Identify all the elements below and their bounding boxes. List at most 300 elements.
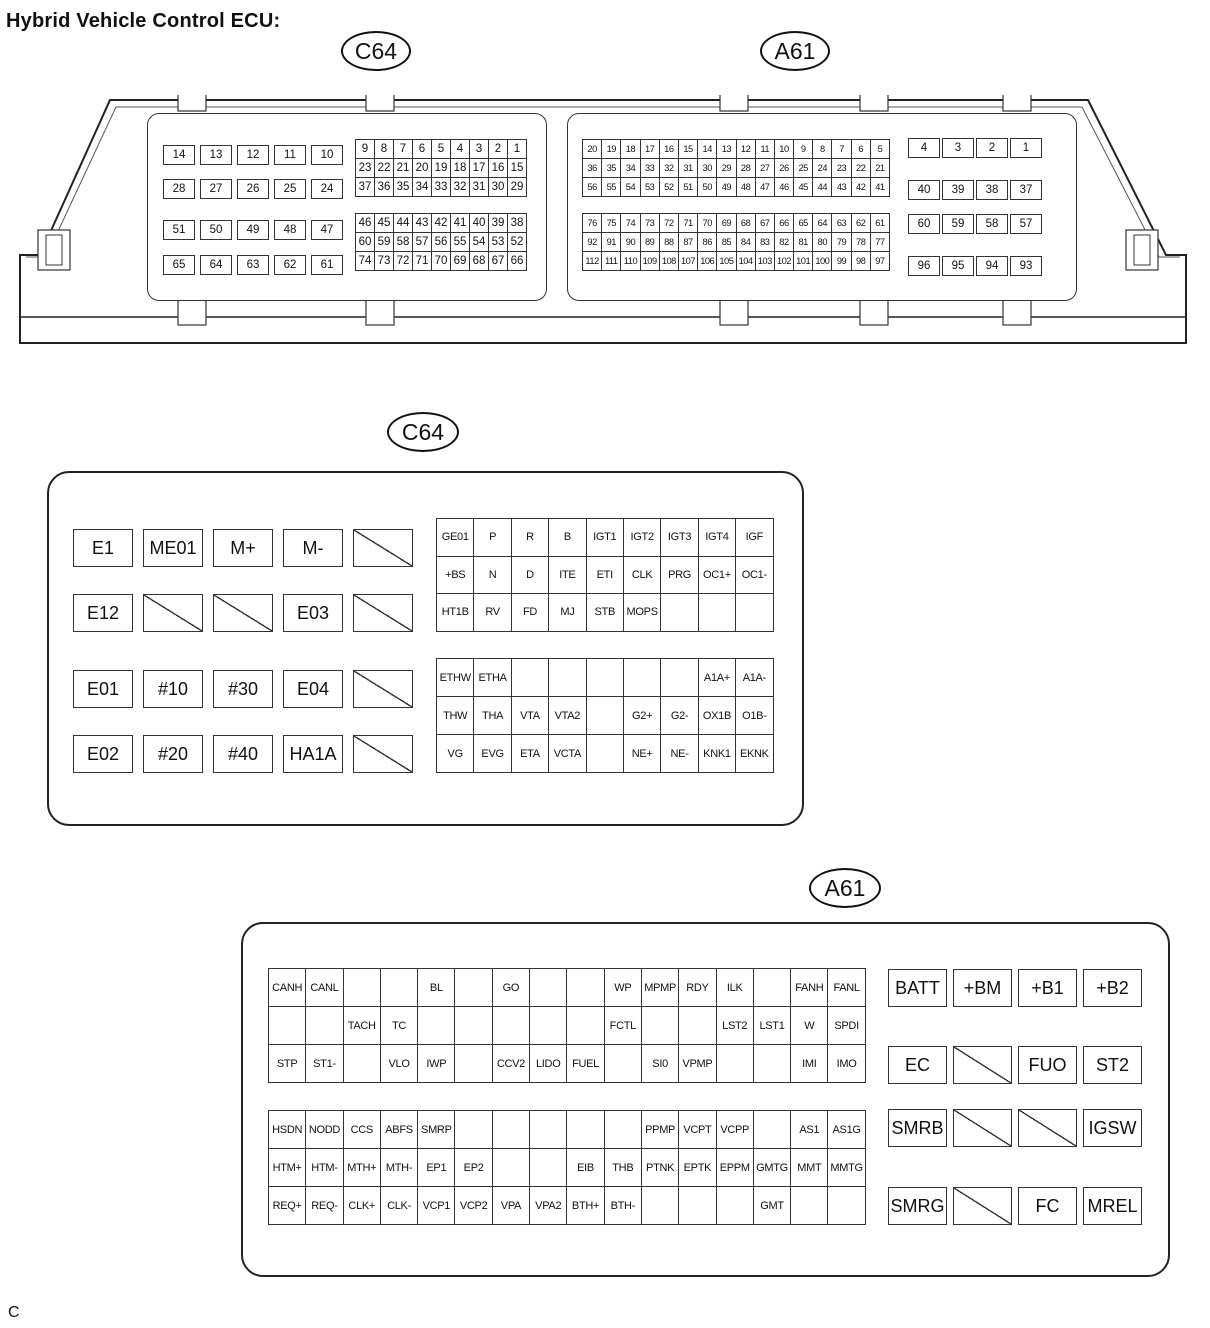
a61-pin-86: 86 bbox=[698, 233, 717, 252]
a61-terminal-htm-: HTM+ bbox=[269, 1149, 306, 1187]
c64-terminal-mops: MOPS bbox=[624, 594, 661, 632]
c64-terminal-igt3: IGT3 bbox=[661, 519, 698, 557]
c64-terminal-ethw: ETHW bbox=[437, 659, 474, 697]
a61-pin-91: 91 bbox=[602, 233, 621, 252]
c64-pin-3: 3 bbox=[470, 140, 489, 159]
pin-1: 1 bbox=[1010, 138, 1042, 158]
c64-terminal-p: P bbox=[474, 519, 511, 557]
c64-terminal-b: B bbox=[549, 519, 586, 557]
c64-terminal--10: #10 bbox=[143, 670, 203, 708]
c64-terminal-tha: THA bbox=[474, 697, 511, 735]
a61-pin-22: 22 bbox=[852, 159, 871, 178]
a61-pin-79: 79 bbox=[832, 233, 851, 252]
a61-terminal-empty-cell bbox=[493, 1007, 530, 1045]
a61-pin-56: 56 bbox=[583, 178, 602, 197]
a61-terminal-vpa: VPA bbox=[493, 1187, 530, 1225]
a61-pin-17: 17 bbox=[641, 140, 660, 159]
c64-terminal-empty-cell bbox=[587, 735, 624, 773]
c64-pin-66: 66 bbox=[508, 252, 527, 271]
c64-pin-30: 30 bbox=[489, 178, 508, 197]
a61-terminal-tach: TACH bbox=[344, 1007, 381, 1045]
pin-40: 40 bbox=[908, 180, 940, 200]
a61-terminal-canh: CANH bbox=[269, 969, 306, 1007]
a61-pin-112: 112 bbox=[583, 252, 602, 271]
a61-terminal-batt: BATT bbox=[888, 969, 947, 1007]
a61-pin-62: 62 bbox=[852, 214, 871, 233]
a61-top-pin-grid bbox=[582, 139, 890, 197]
c64-terminal-empty-cell bbox=[587, 659, 624, 697]
a61-pin-89: 89 bbox=[641, 233, 660, 252]
c64-pin-44: 44 bbox=[394, 214, 413, 233]
c64-terminal-eta: ETA bbox=[512, 735, 549, 773]
c64-pin-54: 54 bbox=[470, 233, 489, 252]
a61-terminal-mth-: MTH- bbox=[381, 1149, 418, 1187]
pin-58: 58 bbox=[976, 214, 1008, 234]
a61-terminal-smrp: SMRP bbox=[418, 1111, 455, 1149]
c64-terminal-vcta: VCTA bbox=[549, 735, 586, 773]
a61-terminal-ccs: CCS bbox=[344, 1111, 381, 1149]
c64-pin-32: 32 bbox=[451, 178, 470, 197]
a61-pin-34: 34 bbox=[621, 159, 640, 178]
pin-96: 96 bbox=[908, 256, 940, 276]
pin-25: 25 bbox=[274, 179, 306, 199]
a61-pin-30: 30 bbox=[698, 159, 717, 178]
a61-bottom-pin-grid bbox=[582, 213, 890, 271]
c64-pin-43: 43 bbox=[413, 214, 432, 233]
a61-panel-label: A61 bbox=[809, 868, 881, 908]
c64-pin-29: 29 bbox=[508, 178, 527, 197]
c64-terminal-ite: ITE bbox=[549, 557, 586, 595]
a61-pin-29: 29 bbox=[717, 159, 736, 178]
a61-terminal-empty-cell bbox=[381, 969, 418, 1007]
c64-pin-52: 52 bbox=[508, 233, 527, 252]
c64-terminal-empty-terminal bbox=[353, 594, 413, 632]
c64-terminal-oc1-: OC1- bbox=[736, 557, 773, 595]
c64-pin-31: 31 bbox=[470, 178, 489, 197]
a61-terminal-as1: AS1 bbox=[791, 1111, 828, 1149]
a61-terminal-bottom-grid bbox=[268, 1110, 866, 1225]
c64-pin-35: 35 bbox=[394, 178, 413, 197]
c64-pin-39: 39 bbox=[489, 214, 508, 233]
c64-pin-15: 15 bbox=[508, 159, 527, 178]
a61-pin-103: 103 bbox=[756, 252, 775, 271]
a61-pin-11: 11 bbox=[756, 140, 775, 159]
a61-terminal-empty-cell bbox=[567, 969, 604, 1007]
c64-terminal-empty-cell bbox=[661, 594, 698, 632]
c64-terminal-ge01: GE01 bbox=[437, 519, 474, 557]
a61-pin-111: 111 bbox=[602, 252, 621, 271]
a61-terminal-lst2: LST2 bbox=[717, 1007, 754, 1045]
a61-pin-101: 101 bbox=[794, 252, 813, 271]
c64-terminal-e04: E04 bbox=[283, 670, 343, 708]
c64-terminal-vta: VTA bbox=[512, 697, 549, 735]
c64-terminal-e12: E12 bbox=[73, 594, 133, 632]
c64-pin-42: 42 bbox=[432, 214, 451, 233]
a61-terminal-empty-terminal bbox=[953, 1109, 1012, 1147]
a61-pin-84: 84 bbox=[737, 233, 756, 252]
a61-terminal-empty-cell bbox=[605, 1111, 642, 1149]
a61-terminal-eib: EIB bbox=[567, 1149, 604, 1187]
a61-pin-71: 71 bbox=[679, 214, 698, 233]
c64-pin-45: 45 bbox=[375, 214, 394, 233]
a61-pin-42: 42 bbox=[852, 178, 871, 197]
c64-terminal-empty-cell bbox=[549, 659, 586, 697]
pin-12: 12 bbox=[237, 145, 269, 165]
a61-pin-83: 83 bbox=[756, 233, 775, 252]
a61-pin-47: 47 bbox=[756, 178, 775, 197]
a61-terminal-clk-: CLK- bbox=[381, 1187, 418, 1225]
c64-pin-46: 46 bbox=[356, 214, 375, 233]
a61-terminal-vcp1: VCP1 bbox=[418, 1187, 455, 1225]
c64-pin-71: 71 bbox=[413, 252, 432, 271]
a61-pin-35: 35 bbox=[602, 159, 621, 178]
a61-terminal-ccv2: CCV2 bbox=[493, 1045, 530, 1083]
a61-terminal-st1-: ST1- bbox=[306, 1045, 343, 1083]
a61-pin-43: 43 bbox=[832, 178, 851, 197]
a61-pin-26: 26 bbox=[775, 159, 794, 178]
a61-pin-73: 73 bbox=[641, 214, 660, 233]
c64-pin-73: 73 bbox=[375, 252, 394, 271]
c64-pin-53: 53 bbox=[489, 233, 508, 252]
a61-pin-75: 75 bbox=[602, 214, 621, 233]
a61-terminal-mrel: MREL bbox=[1083, 1187, 1142, 1225]
pin-37: 37 bbox=[1010, 180, 1042, 200]
c64-terminal-e03: E03 bbox=[283, 594, 343, 632]
pin-64: 64 bbox=[200, 255, 232, 275]
a61-terminal-empty-terminal bbox=[953, 1187, 1012, 1225]
a61-pin-76: 76 bbox=[583, 214, 602, 233]
a61-pin-24: 24 bbox=[813, 159, 832, 178]
a61-terminal-bth-: BTH+ bbox=[567, 1187, 604, 1225]
a61-terminal-empty-cell bbox=[642, 1007, 679, 1045]
a61-pin-99: 99 bbox=[832, 252, 851, 271]
c64-terminal-igf: IGF bbox=[736, 519, 773, 557]
a61-pin-28: 28 bbox=[737, 159, 756, 178]
a61-terminal-empty-cell bbox=[567, 1007, 604, 1045]
c64-terminal-n: N bbox=[474, 557, 511, 595]
a61-pin-69: 69 bbox=[717, 214, 736, 233]
c64-pin-57: 57 bbox=[413, 233, 432, 252]
a61-terminal-vcpp: VCPP bbox=[717, 1111, 754, 1149]
a61-terminal-smrb: SMRB bbox=[888, 1109, 947, 1147]
a61-terminal-nodd: NODD bbox=[306, 1111, 343, 1149]
a61-terminal-vpmp: VPMP bbox=[679, 1045, 716, 1083]
c64-pin-69: 69 bbox=[451, 252, 470, 271]
c64-pin-41: 41 bbox=[451, 214, 470, 233]
c64-terminal-r: R bbox=[512, 519, 549, 557]
a61-top-label: A61 bbox=[760, 31, 830, 71]
c64-terminal-empty-cell bbox=[624, 659, 661, 697]
a61-pin-67: 67 bbox=[756, 214, 775, 233]
a61-terminal-stp: STP bbox=[269, 1045, 306, 1083]
a61-pin-104: 104 bbox=[737, 252, 756, 271]
c64-pin-60: 60 bbox=[356, 233, 375, 252]
c64-pin-6: 6 bbox=[413, 140, 432, 159]
c64-pin-36: 36 bbox=[375, 178, 394, 197]
a61-pin-9: 9 bbox=[794, 140, 813, 159]
a61-terminal-empty-cell bbox=[344, 1045, 381, 1083]
a61-terminal-empty-cell bbox=[754, 969, 791, 1007]
a61-terminal-req-: REQ- bbox=[306, 1187, 343, 1225]
c64-pin-58: 58 bbox=[394, 233, 413, 252]
pin-27: 27 bbox=[200, 179, 232, 199]
a61-pin-77: 77 bbox=[871, 233, 890, 252]
c64-pin-4: 4 bbox=[451, 140, 470, 159]
a61-pin-66: 66 bbox=[775, 214, 794, 233]
a61-terminal-iwp: IWP bbox=[418, 1045, 455, 1083]
pin-63: 63 bbox=[237, 255, 269, 275]
a61-pin-108: 108 bbox=[660, 252, 679, 271]
c64-terminal-e01: E01 bbox=[73, 670, 133, 708]
pin-14: 14 bbox=[163, 145, 195, 165]
a61-terminal-empty-cell bbox=[418, 1007, 455, 1045]
a61-terminal-empty-cell bbox=[605, 1045, 642, 1083]
a61-pin-105: 105 bbox=[717, 252, 736, 271]
a61-pin-36: 36 bbox=[583, 159, 602, 178]
a61-terminal-eppm: EPPM bbox=[717, 1149, 754, 1187]
c64-terminal-ne-: NE+ bbox=[624, 735, 661, 773]
a61-terminal-empty-cell bbox=[828, 1187, 865, 1225]
c64-terminal-eknk: EKNK bbox=[736, 735, 773, 773]
a61-pin-53: 53 bbox=[641, 178, 660, 197]
a61-pin-20: 20 bbox=[583, 140, 602, 159]
a61-terminal-spdi: SPDI bbox=[828, 1007, 865, 1045]
a61-terminal-imo: IMO bbox=[828, 1045, 865, 1083]
a61-terminal-bl: BL bbox=[418, 969, 455, 1007]
c64-terminal-g2-: G2+ bbox=[624, 697, 661, 735]
a61-pin-88: 88 bbox=[660, 233, 679, 252]
a61-terminal-thb: THB bbox=[605, 1149, 642, 1187]
a61-pin-106: 106 bbox=[698, 252, 717, 271]
c64-terminal-ne-: NE- bbox=[661, 735, 698, 773]
c64-terminal-clk: CLK bbox=[624, 557, 661, 595]
c64-terminal-ox1b: OX1B bbox=[699, 697, 736, 735]
a61-terminal-empty-cell bbox=[530, 1149, 567, 1187]
a61-terminal-empty-cell bbox=[567, 1111, 604, 1149]
c64-terminal-g2-: G2- bbox=[661, 697, 698, 735]
a61-pin-49: 49 bbox=[717, 178, 736, 197]
a61-pin-64: 64 bbox=[813, 214, 832, 233]
a61-terminal-smrg: SMRG bbox=[888, 1187, 947, 1225]
c64-terminal-mj: MJ bbox=[549, 594, 586, 632]
a61-pin-85: 85 bbox=[717, 233, 736, 252]
c64-terminal-etha: ETHA bbox=[474, 659, 511, 697]
a61-terminal-empty-cell bbox=[306, 1007, 343, 1045]
pin-50: 50 bbox=[200, 220, 232, 240]
c64-terminal-empty-cell bbox=[661, 659, 698, 697]
a61-terminal-st2: ST2 bbox=[1083, 1046, 1142, 1084]
c64-pin-37: 37 bbox=[356, 178, 375, 197]
a61-pin-70: 70 bbox=[698, 214, 717, 233]
a61-terminal-req-: REQ+ bbox=[269, 1187, 306, 1225]
c64-bottom-pin-grid bbox=[355, 213, 527, 271]
c64-pin-1: 1 bbox=[508, 140, 527, 159]
c64-terminal--20: #20 bbox=[143, 735, 203, 773]
c64-pin-20: 20 bbox=[413, 159, 432, 178]
a61-pin-72: 72 bbox=[660, 214, 679, 233]
c64-pin-8: 8 bbox=[375, 140, 394, 159]
a61-terminal-empty-cell bbox=[530, 1007, 567, 1045]
a61-terminal--b2: +B2 bbox=[1083, 969, 1142, 1007]
a61-terminal-empty-cell bbox=[754, 1111, 791, 1149]
a61-terminal-rdy: RDY bbox=[679, 969, 716, 1007]
a61-pin-23: 23 bbox=[832, 159, 851, 178]
c64-pin-5: 5 bbox=[432, 140, 451, 159]
a61-terminal-empty-cell bbox=[455, 1111, 492, 1149]
a61-terminal-canl: CANL bbox=[306, 969, 343, 1007]
a61-pin-107: 107 bbox=[679, 252, 698, 271]
c64-pin-56: 56 bbox=[432, 233, 451, 252]
c64-terminal-empty-terminal bbox=[213, 594, 273, 632]
c64-pin-72: 72 bbox=[394, 252, 413, 271]
c64-terminal-m-: M- bbox=[283, 529, 343, 567]
a61-terminal-ec: EC bbox=[888, 1046, 947, 1084]
pin-26: 26 bbox=[237, 179, 269, 199]
c64-pin-22: 22 bbox=[375, 159, 394, 178]
pin-3: 3 bbox=[942, 138, 974, 158]
a61-terminal-empty-cell bbox=[642, 1187, 679, 1225]
a61-pin-32: 32 bbox=[660, 159, 679, 178]
c64-terminal--40: #40 bbox=[213, 735, 273, 773]
pin-28: 28 bbox=[163, 179, 195, 199]
a61-terminal-tc: TC bbox=[381, 1007, 418, 1045]
pin-51: 51 bbox=[163, 220, 195, 240]
a61-terminal-mmtg: MMTG bbox=[828, 1149, 865, 1187]
a61-pin-50: 50 bbox=[698, 178, 717, 197]
pin-57: 57 bbox=[1010, 214, 1042, 234]
c64-pin-67: 67 bbox=[489, 252, 508, 271]
a61-pin-5: 5 bbox=[871, 140, 890, 159]
a61-pin-21: 21 bbox=[871, 159, 890, 178]
a61-terminal--b1: +B1 bbox=[1018, 969, 1077, 1007]
a61-terminal-empty-cell bbox=[530, 1111, 567, 1149]
a61-terminal-gmt: GMT bbox=[754, 1187, 791, 1225]
c64-terminal-a1a-: A1A+ bbox=[699, 659, 736, 697]
c64-terminal-empty-terminal bbox=[143, 594, 203, 632]
a61-pin-109: 109 bbox=[641, 252, 660, 271]
a61-terminal--bm: +BM bbox=[953, 969, 1012, 1007]
c64-terminal-thw: THW bbox=[437, 697, 474, 735]
a61-terminal-mpmp: MPMP bbox=[642, 969, 679, 1007]
c64-pin-40: 40 bbox=[470, 214, 489, 233]
a61-terminal-empty-cell bbox=[455, 1007, 492, 1045]
a61-pin-80: 80 bbox=[813, 233, 832, 252]
pin-59: 59 bbox=[942, 214, 974, 234]
a61-terminal-imi: IMI bbox=[791, 1045, 828, 1083]
c64-terminal-vg: VG bbox=[437, 735, 474, 773]
a61-terminal-mth-: MTH+ bbox=[344, 1149, 381, 1187]
a61-pin-87: 87 bbox=[679, 233, 698, 252]
a61-pin-8: 8 bbox=[813, 140, 832, 159]
a61-pin-25: 25 bbox=[794, 159, 813, 178]
a61-terminal-vpa2: VPA2 bbox=[530, 1187, 567, 1225]
a61-pin-78: 78 bbox=[852, 233, 871, 252]
pin-65: 65 bbox=[163, 255, 195, 275]
c64-pin-19: 19 bbox=[432, 159, 451, 178]
a61-terminal-empty-cell bbox=[344, 969, 381, 1007]
a61-pin-81: 81 bbox=[794, 233, 813, 252]
a61-terminal-wp: WP bbox=[605, 969, 642, 1007]
a61-pin-110: 110 bbox=[621, 252, 640, 271]
c64-pin-34: 34 bbox=[413, 178, 432, 197]
a61-pin-65: 65 bbox=[794, 214, 813, 233]
a61-terminal-empty-cell bbox=[455, 1045, 492, 1083]
c64-terminal-igt2: IGT2 bbox=[624, 519, 661, 557]
a61-terminal-mmt: MMT bbox=[791, 1149, 828, 1187]
c64-pin-38: 38 bbox=[508, 214, 527, 233]
a61-pin-45: 45 bbox=[794, 178, 813, 197]
a61-terminal-empty-terminal bbox=[1018, 1109, 1077, 1147]
c64-terminal-empty-cell bbox=[699, 594, 736, 632]
pin-2: 2 bbox=[976, 138, 1008, 158]
a61-terminal-empty-cell bbox=[493, 1111, 530, 1149]
a61-terminal-fctl: FCTL bbox=[605, 1007, 642, 1045]
c64-top-pin-grid bbox=[355, 139, 527, 197]
c64-pin-16: 16 bbox=[489, 159, 508, 178]
c64-terminal-igt4: IGT4 bbox=[699, 519, 736, 557]
a61-terminal-empty-cell bbox=[530, 969, 567, 1007]
c64-top-label: C64 bbox=[341, 31, 411, 71]
a61-pin-16: 16 bbox=[660, 140, 679, 159]
c64-terminal-e02: E02 bbox=[73, 735, 133, 773]
pin-61: 61 bbox=[311, 255, 343, 275]
a61-pin-98: 98 bbox=[852, 252, 871, 271]
c64-terminal-vta2: VTA2 bbox=[549, 697, 586, 735]
a61-terminal-clk-: CLK+ bbox=[344, 1187, 381, 1225]
a61-terminal-fc: FC bbox=[1018, 1187, 1077, 1225]
c64-pin-74: 74 bbox=[356, 252, 375, 271]
c64-terminal-empty-cell bbox=[587, 697, 624, 735]
c64-terminal-e1: E1 bbox=[73, 529, 133, 567]
c64-panel-label: C64 bbox=[387, 412, 459, 452]
c64-terminal-empty-terminal bbox=[353, 529, 413, 567]
a61-pin-90: 90 bbox=[621, 233, 640, 252]
pin-24: 24 bbox=[311, 179, 343, 199]
a61-terminal-lst1: LST1 bbox=[754, 1007, 791, 1045]
pin-60: 60 bbox=[908, 214, 940, 234]
a61-pin-13: 13 bbox=[717, 140, 736, 159]
a61-terminal-ep2: EP2 bbox=[455, 1149, 492, 1187]
c64-pin-33: 33 bbox=[432, 178, 451, 197]
a61-pin-18: 18 bbox=[621, 140, 640, 159]
pin-13: 13 bbox=[200, 145, 232, 165]
a61-pin-33: 33 bbox=[641, 159, 660, 178]
a61-terminal-si0: SI0 bbox=[642, 1045, 679, 1083]
c64-pin-2: 2 bbox=[489, 140, 508, 159]
c64-terminal-eti: ETI bbox=[587, 557, 624, 595]
figure-code: C bbox=[8, 1304, 20, 1321]
a61-terminal-fuo: FUO bbox=[1018, 1046, 1077, 1084]
c64-terminal-me01: ME01 bbox=[143, 529, 203, 567]
a61-pin-52: 52 bbox=[660, 178, 679, 197]
pin-4: 4 bbox=[908, 138, 940, 158]
a61-terminal-bth-: BTH- bbox=[605, 1187, 642, 1225]
c64-terminal-fd: FD bbox=[512, 594, 549, 632]
a61-pin-61: 61 bbox=[871, 214, 890, 233]
a61-terminal-empty-cell bbox=[791, 1187, 828, 1225]
pin-48: 48 bbox=[274, 220, 306, 240]
a61-terminal-empty-cell bbox=[493, 1149, 530, 1187]
a61-terminal-empty-cell bbox=[717, 1045, 754, 1083]
a61-pin-46: 46 bbox=[775, 178, 794, 197]
a61-terminal-vcp2: VCP2 bbox=[455, 1187, 492, 1225]
pin-11: 11 bbox=[274, 145, 306, 165]
a61-terminal-fanl: FANL bbox=[828, 969, 865, 1007]
a61-terminal-ilk: ILK bbox=[717, 969, 754, 1007]
c64-terminal-oc1-: OC1+ bbox=[699, 557, 736, 595]
a61-terminal-empty-cell bbox=[679, 1187, 716, 1225]
a61-terminal-fuel: FUEL bbox=[567, 1045, 604, 1083]
